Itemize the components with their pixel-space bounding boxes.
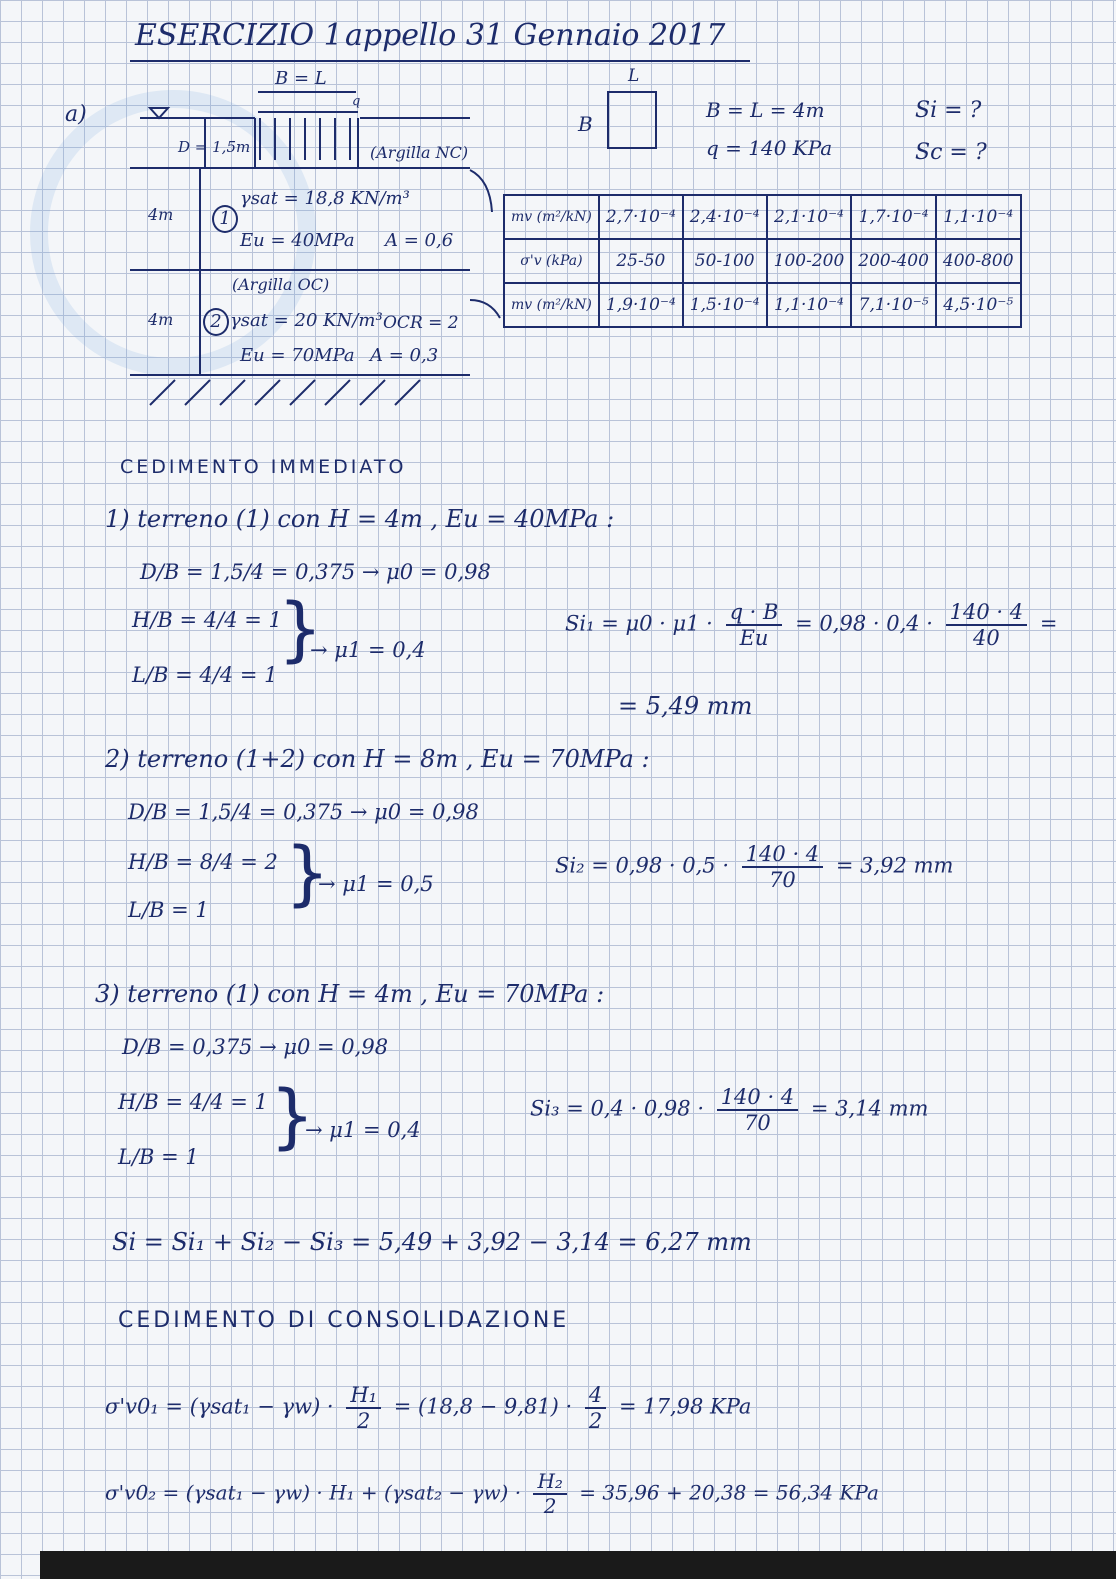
table-cell: mv (m²/kN) — [504, 283, 599, 327]
brace-icon: } — [278, 588, 323, 670]
immediate-heading: CEDIMENTO IMMEDIATO — [120, 456, 407, 478]
unknown-si: Si = ? — [915, 98, 982, 123]
table-cell: 1,7·10⁻⁴ — [851, 195, 936, 239]
exercise-title: ESERCIZIO 1 — [135, 18, 343, 53]
step1-lb: L/B = 4/4 = 1 — [132, 663, 278, 687]
fraction-den: 40 — [973, 626, 1000, 651]
part-label: a) — [65, 102, 87, 127]
layer2-number: 2 — [203, 308, 229, 336]
layer1-eu: Eu = 40MPa — [240, 230, 355, 251]
fraction — [346, 1383, 381, 1433]
table-row — [504, 239, 1021, 283]
fraction-den: 70 — [769, 868, 796, 893]
plan-load: q = 140 KPa — [706, 136, 833, 160]
table-cell: 50-100 — [683, 239, 767, 283]
fraction — [742, 842, 823, 892]
step1-mu1: → μ1 = 0,4 — [310, 638, 426, 662]
eq2-lhs: σ'v0₂ = (γsat₁ − γw) · H₁ + (γsat₂ − γw) · — [105, 1480, 522, 1505]
table-cell: 2,7·10⁻⁴ — [599, 195, 683, 239]
clay-nc-label: (Argilla NC) — [370, 143, 469, 162]
step2-db: D/B = 1,5/4 = 0,375 → μ0 = 0,98 — [128, 800, 479, 824]
plan-l-label: L — [628, 66, 640, 86]
scan-edge — [40, 1551, 1116, 1579]
fraction — [533, 1470, 566, 1518]
step2-formula — [555, 842, 953, 892]
formula-lhs: Si₃ = 0,4 · 0,98 · — [530, 1096, 704, 1121]
formula-lhs: Si₁ = μ0 · μ1 · — [565, 611, 713, 636]
brace-icon: } — [270, 1075, 315, 1157]
width-label: B = L — [275, 68, 327, 89]
fraction-num: 140 · 4 — [946, 600, 1027, 626]
fraction — [585, 1383, 606, 1433]
eq2-result: = 35,96 + 20,38 = 56,34 KPa — [579, 1480, 879, 1505]
fraction-num: 140 · 4 — [717, 1085, 798, 1111]
step1-title: 1) terreno (1) con H = 4m , Eu = 40MPa : — [105, 505, 615, 533]
step1-db: D/B = 1,5/4 = 0,375 → μ0 = 0,98 — [140, 560, 491, 584]
fraction-num: 140 · 4 — [742, 842, 823, 868]
step2-hb: H/B = 8/4 = 2 — [128, 850, 278, 874]
immediate-total: Si = Si₁ + Si₂ − Si₃ = 5,49 + 3,92 − 3,14 = 6,27 mm — [112, 1228, 752, 1256]
fraction-den: Eu — [739, 626, 769, 651]
brace-icon: } — [285, 832, 330, 914]
step2-mu1: → μ1 = 0,5 — [318, 872, 434, 896]
fraction-num: H₂ — [533, 1470, 566, 1495]
layer1-a: A = 0,6 — [385, 230, 454, 251]
fraction-num: H₁ — [346, 1383, 381, 1409]
fraction-den: 2 — [356, 1409, 371, 1434]
formula-eq: = — [1039, 611, 1058, 636]
unknown-sc: Sc = ? — [915, 140, 987, 165]
step2-title: 2) terreno (1+2) con H = 8m , Eu = 70MPa : — [105, 745, 650, 773]
step1-hb: H/B = 4/4 = 1 — [132, 608, 282, 632]
table-cell: 1,9·10⁻⁴ — [599, 283, 683, 327]
eq1-result: = 17,98 KPa — [618, 1394, 752, 1419]
step3-title: 3) terreno (1) con H = 4m , Eu = 70MPa : — [95, 980, 605, 1008]
plan-b-label: B — [578, 112, 593, 136]
layer2-gamma: γsat = 20 KN/m³ — [230, 310, 383, 331]
step1-formula — [565, 600, 1057, 650]
fraction — [726, 600, 783, 650]
clay-oc-label: (Argilla OC) — [232, 275, 330, 294]
layer1-thickness: 4m — [148, 205, 174, 224]
step3-hb: H/B = 4/4 = 1 — [118, 1090, 268, 1114]
table-cell: 4,5·10⁻⁵ — [936, 283, 1021, 327]
table-cell: 2,1·10⁻⁴ — [767, 195, 852, 239]
layer2-ocr: OCR = 2 — [383, 313, 459, 333]
table-cell: 2,4·10⁻⁴ — [683, 195, 767, 239]
step3-mu1: → μ1 = 0,4 — [305, 1118, 421, 1142]
step2-result: = 3,92 mm — [835, 853, 954, 878]
table-cell: mv (m²/kN) — [504, 195, 599, 239]
table-cell: 1,1·10⁻⁴ — [767, 283, 852, 327]
step3-lb: L/B = 1 — [118, 1145, 199, 1169]
fraction-den: 2 — [543, 1494, 557, 1518]
consolidation-heading: CEDIMENTO DI CONSOLIDAZIONE — [118, 1308, 570, 1333]
step1-result: = 5,49 mm — [618, 692, 753, 720]
fraction-den: 70 — [744, 1111, 771, 1136]
table-cell: 1,1·10⁻⁴ — [936, 195, 1021, 239]
table-row — [504, 283, 1021, 327]
step3-db: D/B = 0,375 → μ0 = 0,98 — [122, 1035, 389, 1059]
step3-result: = 3,14 mm — [810, 1096, 929, 1121]
table-cell: 25-50 — [599, 239, 683, 283]
table-cell: 100-200 — [767, 239, 852, 283]
fraction — [946, 600, 1027, 650]
load-label: q — [352, 94, 361, 109]
fraction — [717, 1085, 798, 1135]
layer2-a: A = 0,3 — [370, 345, 439, 366]
layer1-number: 1 — [212, 205, 238, 233]
exam-date: appello 31 Gennaio 2017 — [345, 18, 726, 53]
table-cell: 400-800 — [936, 239, 1021, 283]
step2-lb: L/B = 1 — [128, 898, 209, 922]
consolidation-eq2 — [105, 1470, 879, 1518]
table-row — [504, 195, 1021, 239]
eq1-mid: = (18,8 − 9,81) · — [393, 1394, 573, 1419]
fraction-num: 4 — [585, 1383, 606, 1409]
compressibility-table — [503, 194, 1022, 328]
table-cell: 7,1·10⁻⁵ — [851, 283, 936, 327]
layer2-eu: Eu = 70MPa — [240, 345, 355, 366]
formula-mid: = 0,98 · 0,4 · — [795, 611, 933, 636]
step3-formula — [530, 1085, 928, 1135]
table-cell: 1,5·10⁻⁴ — [683, 283, 767, 327]
layer1-gamma: γsat = 18,8 KN/m³ — [240, 188, 410, 209]
table-cell: 200-400 — [851, 239, 936, 283]
eq1-lhs: σ'v0₁ = (γsat₁ − γw) · — [105, 1394, 334, 1419]
fraction-num: q · B — [726, 600, 783, 626]
table-cell: σ'v (kPa) — [504, 239, 599, 283]
layer2-thickness: 4m — [148, 310, 174, 329]
plan-dimensions: B = L = 4m — [706, 98, 825, 122]
consolidation-eq1 — [105, 1383, 751, 1433]
depth-label: D = 1,5m — [178, 138, 251, 156]
formula-lhs: Si₂ = 0,98 · 0,5 · — [555, 853, 729, 878]
fraction-den: 2 — [588, 1409, 603, 1434]
